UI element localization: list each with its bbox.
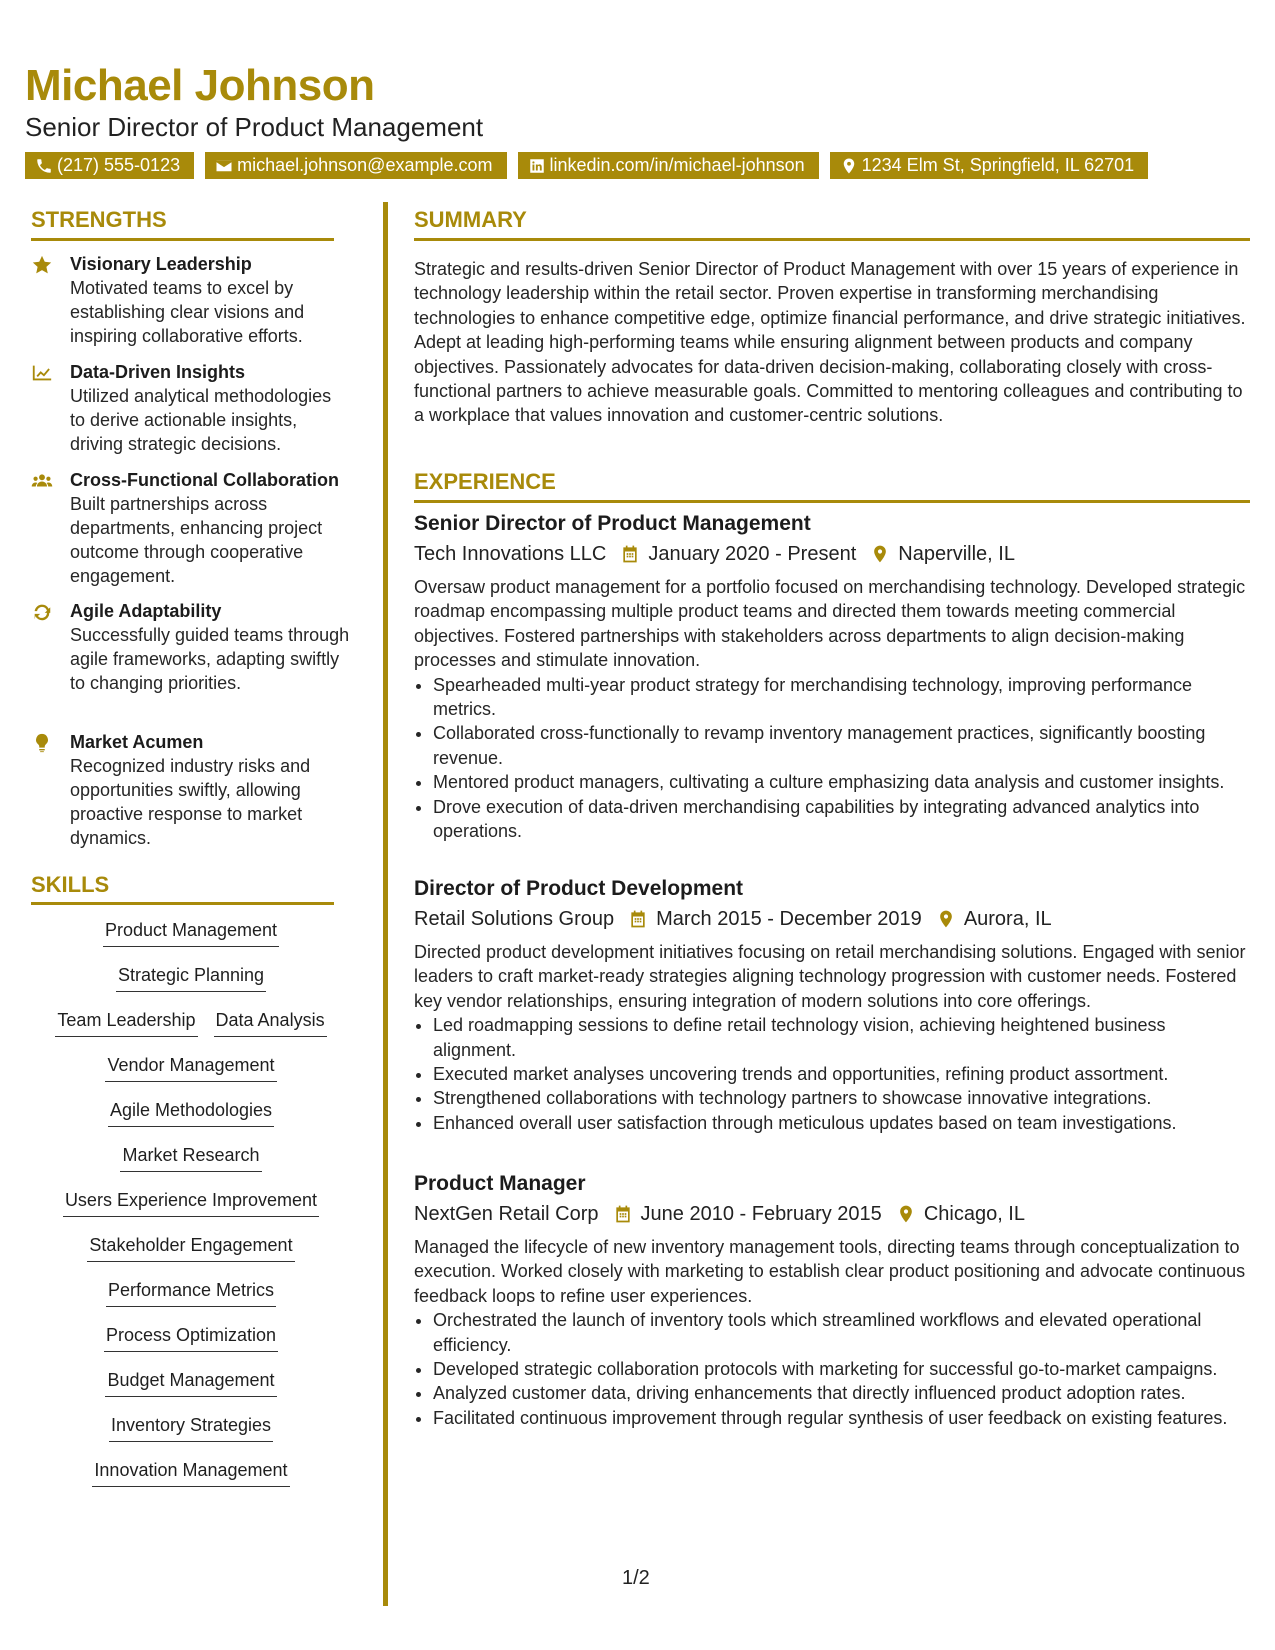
strength-item <box>31 599 351 695</box>
contact-phone-text: (217) 555-0123 <box>57 155 181 175</box>
experience-rule <box>414 500 1250 503</box>
job-title: Senior Director of Product Management <box>414 512 811 535</box>
skills-heading: SKILLS <box>31 872 110 897</box>
job-location: Aurora, IL <box>963 908 1052 930</box>
map-pin-icon <box>870 544 890 564</box>
job-bullet: • Orchestrated the launch of inventory tools which streamlined workflows and elevated operational efficiency. <box>433 1308 1250 1357</box>
strengths-heading: STRENGTHS <box>31 207 167 232</box>
skill-tag: Team Leadership <box>55 1008 197 1037</box>
candidate-name: Michael Johnson <box>25 61 375 110</box>
job-meta <box>414 903 1250 935</box>
strength-item <box>31 360 351 456</box>
job-description: Directed product development initiatives focusing on retail merchandising solutions. Engaged with senior leaders to craft market-ready strategies aligning technology progression with customer needs. Fostered key vendor relationships, ensuring integration of modern solutions into core offerings. <box>414 942 1246 1011</box>
job-meta <box>414 538 1250 570</box>
map-pin-icon <box>936 909 956 929</box>
experience-heading: EXPERIENCE <box>414 469 556 494</box>
candidate-title: Senior Director of Product Management <box>25 112 484 142</box>
job-company: Tech Innovations LLC <box>414 543 607 565</box>
skill-tag: Budget Management <box>105 1368 276 1397</box>
refresh-icon <box>31 601 55 625</box>
job-location: Naperville, IL <box>898 543 1015 565</box>
contact-address-text: 1234 Elm St, Springfield, IL 62701 <box>861 155 1135 175</box>
job-dates: March 2015 - December 2019 <box>656 908 922 930</box>
lightbulb-icon <box>31 732 55 756</box>
map-pin-icon <box>840 157 858 175</box>
envelope-icon <box>215 157 233 175</box>
job-bullet: • Led roadmapping sessions to define retail technology vision, achieving heightened business alignment. <box>433 1013 1250 1062</box>
job-bullet: • Analyzed customer data, driving enhancements that directly influenced product adoption rates. <box>433 1381 1250 1405</box>
calendar-icon <box>613 1204 633 1224</box>
job-description: Oversaw product management for a portfolio focused on merchandising technology. Developed strategic roadmap encompassing multiple product teams and directed them towards meeting commercial objectives. Fostered partnerships with stakeholders across departments to align decision-making processes and stimulate innovation. <box>414 577 1246 671</box>
strength-item <box>31 252 351 348</box>
summary-section <box>414 257 1250 428</box>
column-divider <box>383 202 388 1606</box>
summary-rule <box>414 238 1250 241</box>
job-bullets <box>414 1308 1250 1430</box>
calendar-icon <box>628 909 648 929</box>
job-entry <box>414 510 1250 843</box>
summary-text: Strategic and results-driven Senior Director of Product Management with over 15 years of experience in technology leadership within the retail sector. Proven expertise in transforming merchandising technologies to enhance competitive edge, optimize financial performance, and drive strategic initiatives. Adept at leading high-performing teams while ensuring alignment between products and company objectives. Passionately advocates for data-driven decision-making, collaborating closely with cross-functional partners to achieve measurable goals. Committed to mentoring colleagues and contributing to a workplace that values innovation and customer-centric solutions. <box>414 259 1246 426</box>
job-entry <box>414 1170 1250 1430</box>
job-bullet: • Spearheaded multi-year product strategy for merchandising technology, improving performance metrics. <box>433 673 1250 722</box>
skill-tag: Users Experience Improvement <box>63 1188 319 1217</box>
skill-tag: Process Optimization <box>104 1323 278 1352</box>
job-bullet: • Executed market analyses uncovering trends and opportunities, refining product assortment. <box>433 1062 1250 1086</box>
job-entry <box>414 875 1250 1135</box>
map-pin-icon <box>896 1204 916 1224</box>
strength-item <box>31 730 351 850</box>
job-bullets <box>414 673 1250 844</box>
contact-email-text: michael.johnson@example.com <box>237 155 493 175</box>
contact-linkedin[interactable] <box>518 152 819 179</box>
skill-tag: Data Analysis <box>214 1008 327 1037</box>
page-number: 1/2 <box>622 1567 650 1589</box>
skills-rule <box>31 902 334 905</box>
strength-title: Data-Driven Insights <box>70 362 246 382</box>
skill-tag: Innovation Management <box>92 1458 289 1487</box>
skill-tag: Inventory Strategies <box>109 1413 273 1442</box>
contact-linkedin-text: linkedin.com/in/michael-johnson <box>549 155 805 175</box>
contact-address[interactable] <box>830 152 1149 179</box>
line-chart-icon <box>31 362 55 386</box>
skills-list <box>31 918 351 1503</box>
job-bullets <box>414 1013 1250 1135</box>
star-icon <box>31 254 55 278</box>
job-dates: January 2020 - Present <box>648 543 857 565</box>
skill-tag: Stakeholder Engagement <box>87 1233 294 1262</box>
skill-tag: Product Management <box>103 918 279 947</box>
job-bullet: • Developed strategic collaboration protocols with marketing for successful go-to-market campaigns. <box>433 1357 1250 1381</box>
strength-desc: Successfully guided teams through agile frameworks, adapting swiftly to changing priorities. <box>70 625 350 693</box>
calendar-icon <box>620 544 640 564</box>
job-company: NextGen Retail Corp <box>414 1203 599 1225</box>
job-title: Director of Product Development <box>414 877 744 900</box>
job-bullet: • Enhanced overall user satisfaction through meticulous updates based on team investigations. <box>433 1111 1250 1135</box>
phone-icon <box>35 157 53 175</box>
strength-title: Visionary Leadership <box>70 254 252 274</box>
job-location: Chicago, IL <box>923 1203 1025 1225</box>
skill-tag: Strategic Planning <box>116 963 266 992</box>
linkedin-icon <box>528 157 546 175</box>
summary-heading: SUMMARY <box>414 207 527 232</box>
strength-desc: Built partnerships across departments, enhancing project outcome through cooperative engagement. <box>70 494 323 586</box>
skill-tag: Market Research <box>120 1143 261 1172</box>
strength-desc: Motivated teams to excel by establishing clear visions and inspiring collaborative efforts. <box>70 278 305 346</box>
contact-email[interactable] <box>205 152 506 179</box>
job-bullet: • Collaborated cross-functionally to revamp inventory management practices, significantly boosting revenue. <box>433 721 1250 770</box>
strength-item <box>31 468 351 588</box>
job-description: Managed the lifecycle of new inventory management tools, directing teams through conceptualization to execution. Worked closely with marketing to establish clear product positioning and advocate continuous feedback loops to refine user experiences. <box>414 1237 1246 1306</box>
strength-desc: Utilized analytical methodologies to derive actionable insights, driving strategic decisions. <box>70 386 332 454</box>
strength-title: Market Acumen <box>70 732 204 752</box>
job-bullet: • Facilitated continuous improvement through regular synthesis of user feedback on existing features. <box>433 1406 1250 1430</box>
job-bullet: • Mentored product managers, cultivating a culture emphasizing data analysis and customer insights. <box>433 770 1250 794</box>
job-company: Retail Solutions Group <box>414 908 615 930</box>
strength-title: Cross-Functional Collaboration <box>70 470 340 490</box>
job-dates: June 2010 - February 2015 <box>640 1203 882 1225</box>
job-bullet: • Strengthened collaborations with technology partners to showcase innovative integrations. <box>433 1086 1250 1110</box>
contact-bar <box>25 152 1148 179</box>
skill-tag: Performance Metrics <box>106 1278 276 1307</box>
strength-desc: Recognized industry risks and opportunities swiftly, allowing proactive response to market dynamics. <box>70 756 311 848</box>
strength-title: Agile Adaptability <box>70 601 222 621</box>
strengths-rule <box>31 238 334 241</box>
job-bullet: • Drove execution of data-driven merchandising capabilities by integrating advanced analytics into operations. <box>433 795 1250 844</box>
skill-tag: Agile Methodologies <box>108 1098 274 1127</box>
job-title: Product Manager <box>414 1172 586 1195</box>
users-icon <box>31 470 55 494</box>
job-meta <box>414 1198 1250 1230</box>
skill-tag: Vendor Management <box>105 1053 276 1082</box>
contact-phone[interactable] <box>25 152 194 179</box>
